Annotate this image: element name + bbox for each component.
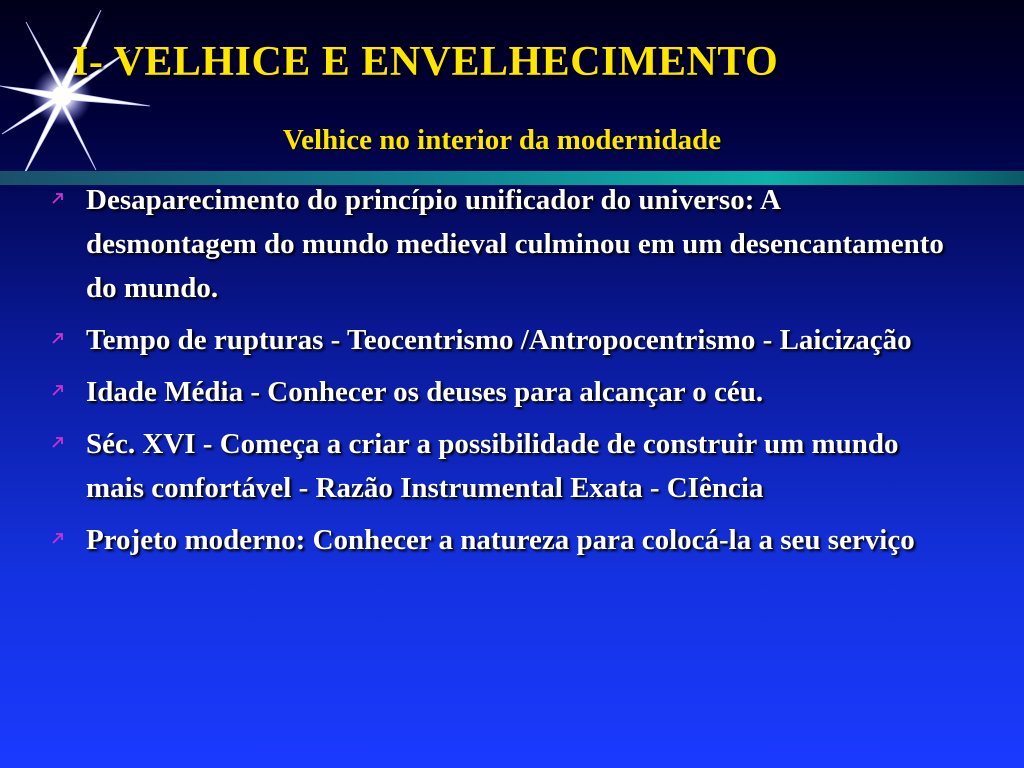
bullet-item	[48, 178, 948, 310]
bullet-list	[48, 178, 948, 570]
bullet-item	[48, 370, 948, 414]
bullet-item	[48, 318, 948, 362]
diagonal-arrow-icon	[51, 191, 65, 205]
bullet-text: Desaparecimento do princípio unificador do universo: A desmontagem do mundo medieval culminou em um desencantamento do mundo.	[86, 184, 944, 304]
bullet-text: Tempo de rupturas - Teocentrismo /Antropocentrismo - Laicização	[86, 324, 912, 356]
bullet-item	[48, 518, 948, 562]
diagonal-arrow-icon	[51, 383, 65, 397]
slide-subtitle: Velhice no interior da modernidade	[282, 124, 722, 156]
slide-title: I- VELHICE E ENVELHECIMENTO	[72, 39, 779, 85]
bullet-text: Idade Média - Conhecer os deuses para alcançar o céu.	[86, 376, 764, 408]
diagonal-arrow-icon	[51, 531, 65, 545]
bullet-item	[48, 422, 948, 510]
diagonal-arrow-icon	[51, 331, 65, 345]
bullet-text: Projeto moderno: Conhecer a natureza para colocá-la a seu serviço	[86, 524, 915, 556]
diagonal-arrow-icon	[51, 435, 65, 449]
bullet-text: Séc. XVI - Começa a criar a possibilidade de construir um mundo mais confortável - Razão Instrumental Exata - CIência	[86, 428, 899, 504]
